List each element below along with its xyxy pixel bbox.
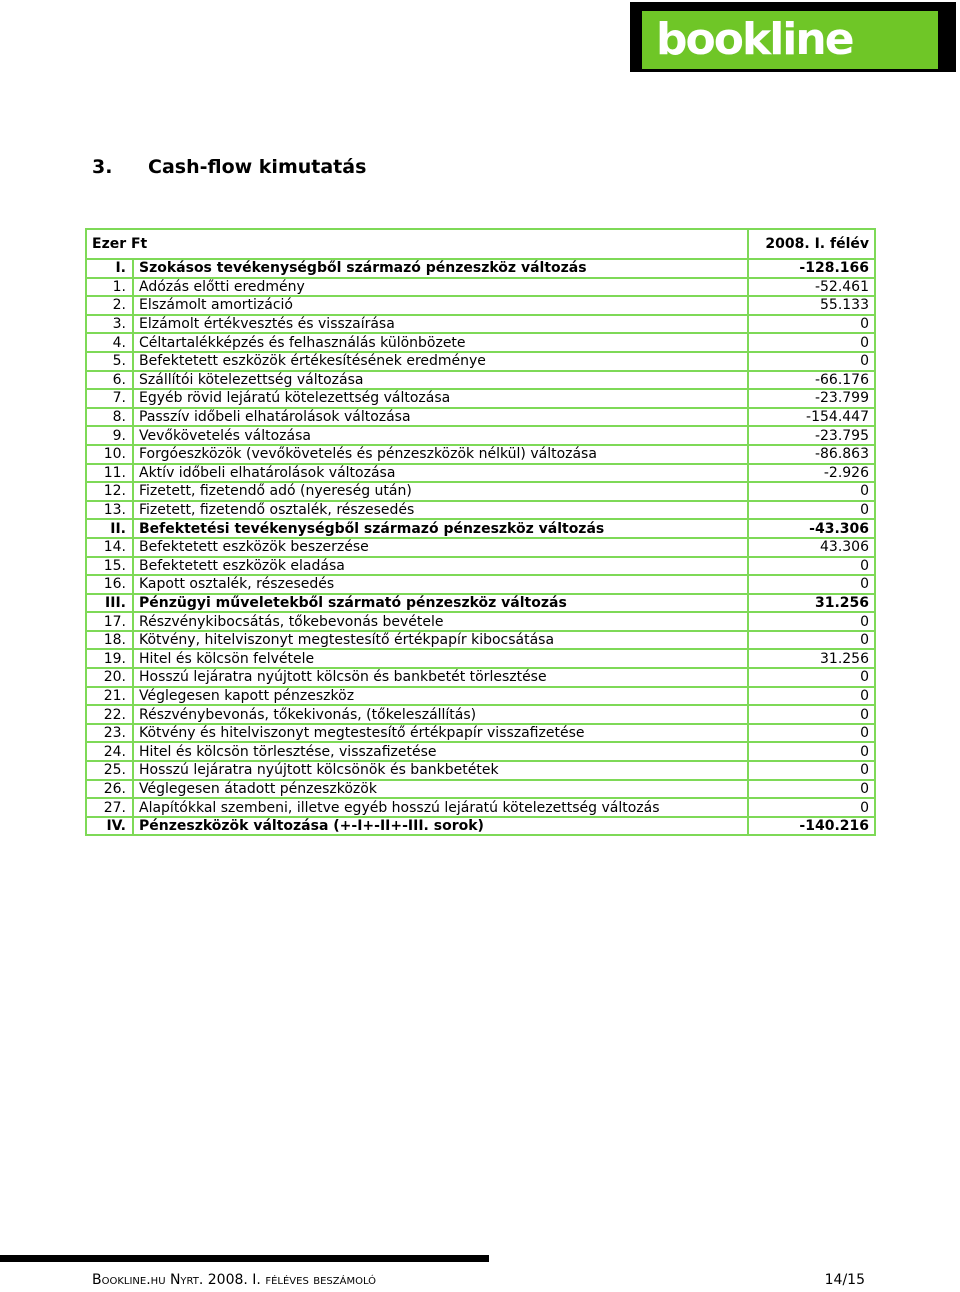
footer-company-report: Bookline.hu Nyrt. 2008. I. féléves beszámoló xyxy=(92,1272,377,1288)
row-value: 0 xyxy=(748,575,875,594)
row-label: Aktív időbeli elhatárolások változása xyxy=(133,464,748,483)
row-number: II. xyxy=(86,519,133,538)
row-number: 2. xyxy=(86,296,133,315)
row-value: 31.256 xyxy=(748,649,875,668)
row-value: 55.133 xyxy=(748,296,875,315)
table-row xyxy=(86,333,875,352)
row-value: 0 xyxy=(748,315,875,334)
section-heading xyxy=(92,156,366,178)
row-value: -52.461 xyxy=(748,278,875,297)
table-row xyxy=(86,352,875,371)
row-number: 9. xyxy=(86,426,133,445)
row-number: 27. xyxy=(86,798,133,817)
row-value: 31.256 xyxy=(748,594,875,613)
row-label: Hitel és kölcsön törlesztése, visszafizetése xyxy=(133,742,748,761)
row-label: Fizetett, fizetendő osztalék, részesedés xyxy=(133,501,748,520)
row-value: 0 xyxy=(748,780,875,799)
table-row xyxy=(86,668,875,687)
table-row xyxy=(86,278,875,297)
row-value: -66.176 xyxy=(748,371,875,390)
unit-label: Ezer Ft xyxy=(86,229,748,259)
row-number: 14. xyxy=(86,538,133,557)
row-number: 17. xyxy=(86,612,133,631)
bookline-logo xyxy=(630,2,956,72)
table-row xyxy=(86,631,875,650)
table-row xyxy=(86,389,875,408)
table-row xyxy=(86,296,875,315)
row-label: Pénzügyi műveletekből szármató pénzeszköz változás xyxy=(133,594,748,613)
row-label: Elzámolt értékvesztés és visszaírása xyxy=(133,315,748,334)
row-value: 0 xyxy=(748,668,875,687)
table-row xyxy=(86,315,875,334)
table-row xyxy=(86,482,875,501)
row-value: 43.306 xyxy=(748,538,875,557)
table-row xyxy=(86,724,875,743)
row-value: 0 xyxy=(748,333,875,352)
table-row xyxy=(86,705,875,724)
row-label: Céltartalékképzés és felhasználás különbözete xyxy=(133,333,748,352)
row-number: 4. xyxy=(86,333,133,352)
row-label: Hosszú lejáratra nyújtott kölcsön és bankbetét törlesztése xyxy=(133,668,748,687)
table-row xyxy=(86,519,875,538)
row-label: Befektetett eszközök eladása xyxy=(133,557,748,576)
row-label: Hitel és kölcsön felvétele xyxy=(133,649,748,668)
row-number: 12. xyxy=(86,482,133,501)
row-value: 0 xyxy=(748,742,875,761)
section-number: 3. xyxy=(92,156,113,178)
row-label: Egyéb rövid lejáratú kötelezettség változása xyxy=(133,389,748,408)
table-row xyxy=(86,501,875,520)
row-number: 19. xyxy=(86,649,133,668)
logo-wordmark: bookline xyxy=(642,11,938,69)
period-label: 2008. I. félév xyxy=(748,229,875,259)
row-label: Szokásos tevékenységből származó pénzeszköz változás xyxy=(133,259,748,278)
row-number: 6. xyxy=(86,371,133,390)
row-value: 0 xyxy=(748,687,875,706)
row-value: -140.216 xyxy=(748,817,875,836)
row-label: Alapítókkal szembeni, illetve egyéb hosszú lejáratú kötelezettség változás xyxy=(133,798,748,817)
row-number: 23. xyxy=(86,724,133,743)
row-label: Részvénybevonás, tőkekivonás, (tőkeleszállítás) xyxy=(133,705,748,724)
table-row xyxy=(86,426,875,445)
row-number: 11. xyxy=(86,464,133,483)
row-label: Hosszú lejáratra nyújtott kölcsönök és bankbetétek xyxy=(133,761,748,780)
row-value: 0 xyxy=(748,501,875,520)
row-value: -43.306 xyxy=(748,519,875,538)
row-number: 18. xyxy=(86,631,133,650)
row-value: 0 xyxy=(748,705,875,724)
row-number: I. xyxy=(86,259,133,278)
table-row xyxy=(86,408,875,427)
row-label: Pénzeszközök változása (+-I+-II+-III. sorok) xyxy=(133,817,748,836)
row-value: -86.863 xyxy=(748,445,875,464)
row-number: 5. xyxy=(86,352,133,371)
row-number: III. xyxy=(86,594,133,613)
row-value: -2.926 xyxy=(748,464,875,483)
row-value: 0 xyxy=(748,352,875,371)
row-value: 0 xyxy=(748,724,875,743)
row-label: Kötvény, hitelviszonyt megtestesítő értékpapír kibocsátása xyxy=(133,631,748,650)
row-label: Véglegesen kapott pénzeszköz xyxy=(133,687,748,706)
row-label: Befektetési tevékenységből származó pénzeszköz változás xyxy=(133,519,748,538)
row-number: 7. xyxy=(86,389,133,408)
table-row xyxy=(86,817,875,836)
row-label: Részvénykibocsátás, tőkebevonás bevétele xyxy=(133,612,748,631)
row-number: 3. xyxy=(86,315,133,334)
row-number: 25. xyxy=(86,761,133,780)
footer-page-number: 14/15 xyxy=(824,1272,865,1288)
row-label: Befektetett eszközök beszerzése xyxy=(133,538,748,557)
row-label: Szállítói kötelezettség változása xyxy=(133,371,748,390)
table-row xyxy=(86,612,875,631)
table-row xyxy=(86,761,875,780)
table-row xyxy=(86,259,875,278)
row-label: Vevőkövetelés változása xyxy=(133,426,748,445)
row-number: 20. xyxy=(86,668,133,687)
row-number: 1. xyxy=(86,278,133,297)
table-row xyxy=(86,780,875,799)
table-header-row xyxy=(86,229,875,259)
table-row xyxy=(86,464,875,483)
table-row xyxy=(86,649,875,668)
row-number: 10. xyxy=(86,445,133,464)
row-label: Befektetett eszközök értékesítésének eredménye xyxy=(133,352,748,371)
row-value: 0 xyxy=(748,612,875,631)
row-number: 21. xyxy=(86,687,133,706)
row-number: 26. xyxy=(86,780,133,799)
row-value: 0 xyxy=(748,798,875,817)
table-row xyxy=(86,798,875,817)
row-number: 15. xyxy=(86,557,133,576)
row-number: 16. xyxy=(86,575,133,594)
row-label: Kötvény és hitelviszonyt megtestesítő értékpapír visszafizetése xyxy=(133,724,748,743)
table-row xyxy=(86,371,875,390)
section-title: Cash-flow kimutatás xyxy=(148,156,367,178)
row-label: Passzív időbeli elhatárolások változása xyxy=(133,408,748,427)
table-row xyxy=(86,687,875,706)
row-number: 8. xyxy=(86,408,133,427)
row-value: 0 xyxy=(748,557,875,576)
row-value: -23.795 xyxy=(748,426,875,445)
footer-rule xyxy=(0,1255,489,1262)
table-row xyxy=(86,445,875,464)
row-number: 24. xyxy=(86,742,133,761)
table-row xyxy=(86,594,875,613)
row-label: Kapott osztalék, részesedés xyxy=(133,575,748,594)
row-number: 22. xyxy=(86,705,133,724)
row-value: 0 xyxy=(748,761,875,780)
row-label: Fizetett, fizetendő adó (nyereség után) xyxy=(133,482,748,501)
table-row xyxy=(86,557,875,576)
row-label: Forgóeszközök (vevőkövetelés és pénzeszközök nélkül) változása xyxy=(133,445,748,464)
row-value: -128.166 xyxy=(748,259,875,278)
row-number: IV. xyxy=(86,817,133,836)
row-value: 0 xyxy=(748,631,875,650)
row-label: Elszámolt amortizáció xyxy=(133,296,748,315)
cash-flow-table xyxy=(85,228,876,836)
row-label: Véglegesen átadott pénzeszközök xyxy=(133,780,748,799)
row-value: -23.799 xyxy=(748,389,875,408)
row-value: 0 xyxy=(748,482,875,501)
row-number: 13. xyxy=(86,501,133,520)
row-value: -154.447 xyxy=(748,408,875,427)
table-row xyxy=(86,742,875,761)
table-row xyxy=(86,538,875,557)
table-row xyxy=(86,575,875,594)
row-label: Adózás előtti eredmény xyxy=(133,278,748,297)
